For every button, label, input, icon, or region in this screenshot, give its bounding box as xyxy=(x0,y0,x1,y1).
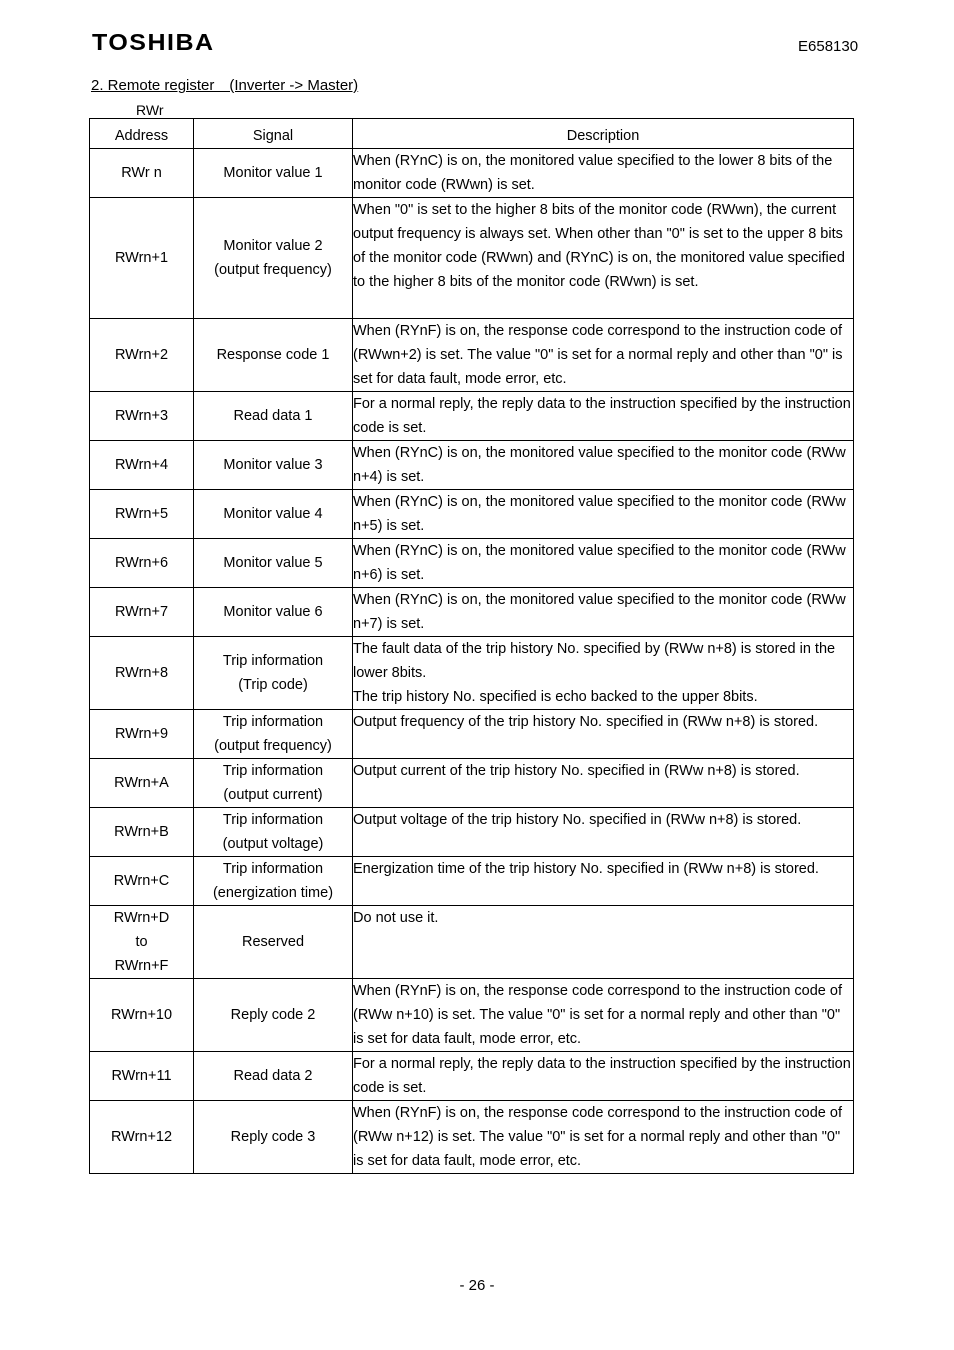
description-cell-text: The fault data of the trip history No. specified by (RWw n+8) is stored in the lower 8bits. xyxy=(353,641,836,681)
description-cell-text: When (RYnF) is on, the response code correspond to the instruction code of (RWwn+2) is set. The value "0" is set for a normal reply and other than "0" is set for data fault, mode error, etc. xyxy=(353,323,843,387)
address-cell xyxy=(90,490,194,539)
description-cell xyxy=(353,710,854,759)
address-cell-text: RWrn+12 xyxy=(110,1129,173,1145)
address-cell xyxy=(90,149,194,198)
address-cell-text: RWrn+1 xyxy=(114,250,169,266)
address-cell-text: RWr n xyxy=(121,165,162,181)
description-cell-text: Output voltage of the trip history No. specified in (RWw n+8) is stored. xyxy=(353,812,802,828)
signal-cell-text: Trip information xyxy=(222,861,324,877)
address-cell-text: RWrn+B xyxy=(114,824,169,840)
address-cell-text: RWrn+7 xyxy=(114,604,169,620)
description-cell xyxy=(353,198,854,319)
signal-cell xyxy=(194,198,353,319)
header-description: Description xyxy=(353,119,854,149)
signal-cell xyxy=(194,319,353,392)
signal-cell xyxy=(194,857,353,906)
address-cell xyxy=(90,319,194,392)
description-cell-text: When (RYnC) is on, the monitored value specified to the monitor code (RWw n+4) is set. xyxy=(353,445,846,485)
document-id: E658130 xyxy=(798,38,859,55)
description-cell xyxy=(353,441,854,490)
signal-cell xyxy=(194,149,353,198)
address-cell-text: RWrn+8 xyxy=(114,665,169,681)
signal-cell-text: Trip information xyxy=(222,714,324,730)
table-header-row xyxy=(90,119,854,149)
address-cell-text: RWrn+5 xyxy=(114,506,169,522)
signal-cell-text: (output frequency) xyxy=(214,262,332,278)
description-cell xyxy=(353,759,854,808)
signal-cell-text: Trip information xyxy=(222,812,324,828)
address-cell-text: RWrn+F xyxy=(114,958,169,974)
signal-cell xyxy=(194,588,353,637)
signal-cell-text: (energization time) xyxy=(212,885,334,901)
header-address: Address xyxy=(90,119,194,149)
signal-cell-text: (output current) xyxy=(223,787,323,803)
address-cell-text: RWrn+A xyxy=(114,775,169,791)
signal-cell xyxy=(194,637,353,710)
table-body xyxy=(90,149,854,1174)
description-cell-text: When (RYnC) is on, the monitored value specified to the monitor code (RWw n+6) is set. xyxy=(353,543,846,583)
signal-cell xyxy=(194,906,353,979)
description-cell xyxy=(353,906,854,979)
signal-cell-text: Reserved xyxy=(241,934,305,950)
signal-cell-text: Trip information xyxy=(222,763,324,779)
description-cell-text: When (RYnF) is on, the response code correspond to the instruction code of (RWw n+12) is set. The value "0" is set for a normal reply and other than "0" is set for data fault, mode error, etc. xyxy=(353,1105,842,1169)
address-cell xyxy=(90,198,194,319)
description-cell xyxy=(353,149,854,198)
address-cell xyxy=(90,906,194,979)
signal-cell xyxy=(194,441,353,490)
address-cell xyxy=(90,637,194,710)
address-cell xyxy=(90,979,194,1052)
description-cell xyxy=(353,1101,854,1174)
table-row xyxy=(90,710,854,759)
description-cell-text: Do not use it. xyxy=(353,910,439,926)
table-row xyxy=(90,198,854,319)
address-cell xyxy=(90,1052,194,1101)
address-cell xyxy=(90,588,194,637)
signal-cell-text: Monitor value 2 xyxy=(223,238,323,254)
description-cell-text: When (RYnC) is on, the monitored value specified to the monitor code (RWw n+5) is set. xyxy=(353,494,846,534)
toshiba-logo: TOSHIBA xyxy=(92,30,215,56)
description-cell-text: For a normal reply, the reply data to the instruction specified by the instruction code is set. xyxy=(353,1056,851,1096)
description-cell xyxy=(353,539,854,588)
description-cell xyxy=(353,319,854,392)
address-cell xyxy=(90,392,194,441)
address-cell xyxy=(90,759,194,808)
table-row xyxy=(90,490,854,539)
address-cell-text: RWrn+6 xyxy=(114,555,169,571)
signal-cell xyxy=(194,539,353,588)
header-signal: Signal xyxy=(194,119,353,149)
address-cell-text: RWrn+10 xyxy=(110,1007,173,1023)
table-row xyxy=(90,857,854,906)
description-cell xyxy=(353,1052,854,1101)
table-label: RWr xyxy=(136,102,164,118)
signal-cell-text: Monitor value 3 xyxy=(223,457,323,473)
address-cell-text: RWrn+4 xyxy=(114,457,169,473)
table-row xyxy=(90,392,854,441)
table-row xyxy=(90,1101,854,1174)
table-row xyxy=(90,149,854,198)
signal-cell-text: Reply code 2 xyxy=(230,1007,316,1023)
description-cell-text: When (RYnF) is on, the response code correspond to the instruction code of (RWw n+10) is set. The value "0" is set for a normal reply and other than "0" is set for data fault, mode error, etc. xyxy=(353,983,842,1047)
address-cell-text: RWrn+2 xyxy=(114,347,169,363)
table-row xyxy=(90,588,854,637)
description-cell-text: Output frequency of the trip history No. specified in (RWw n+8) is stored. xyxy=(353,714,819,730)
address-cell-text: RWrn+3 xyxy=(114,408,169,424)
signal-cell-text: Response code 1 xyxy=(216,347,330,363)
remote-register-table xyxy=(89,118,854,1174)
description-cell xyxy=(353,979,854,1052)
signal-cell-text: Monitor value 4 xyxy=(223,506,323,522)
table-row xyxy=(90,319,854,392)
page-number: - 26 - xyxy=(459,1277,495,1294)
address-cell xyxy=(90,808,194,857)
signal-cell-text: Read data 1 xyxy=(233,408,313,424)
signal-cell xyxy=(194,759,353,808)
signal-cell-text: (Trip code) xyxy=(238,677,308,693)
signal-cell-text: Monitor value 1 xyxy=(223,165,323,181)
description-cell-text: For a normal reply, the reply data to the instruction specified by the instruction code is set. xyxy=(353,396,851,436)
address-cell xyxy=(90,441,194,490)
description-cell xyxy=(353,808,854,857)
signal-cell xyxy=(194,1052,353,1101)
signal-cell-text: (output frequency) xyxy=(214,738,332,754)
description-cell-text: When (RYnC) is on, the monitored value specified to the lower 8 bits of the monitor code (RWwn) is set. xyxy=(353,153,833,193)
signal-cell-text: Monitor value 6 xyxy=(223,604,323,620)
signal-cell-text: Reply code 3 xyxy=(230,1129,316,1145)
signal-cell xyxy=(194,490,353,539)
description-cell-text: When (RYnC) is on, the monitored value specified to the monitor code (RWw n+7) is set. xyxy=(353,592,846,632)
signal-cell xyxy=(194,710,353,759)
signal-cell-text: Trip information xyxy=(222,653,324,669)
address-cell-text: RWrn+C xyxy=(113,873,170,889)
table-row xyxy=(90,759,854,808)
table-row xyxy=(90,906,854,979)
address-cell-text: RWrn+11 xyxy=(111,1068,172,1084)
description-cell-text: Energization time of the trip history No. specified in (RWw n+8) is stored. xyxy=(353,861,819,877)
section-title: 2. Remote register (Inverter -> Master) xyxy=(91,77,359,94)
signal-cell xyxy=(194,808,353,857)
description-cell-text: Output current of the trip history No. specified in (RWw n+8) is stored. xyxy=(353,763,800,779)
table-row xyxy=(90,539,854,588)
description-cell-text: The trip history No. specified is echo backed to the upper 8bits. xyxy=(353,689,758,705)
signal-cell-text: Monitor value 5 xyxy=(223,555,323,571)
table-row xyxy=(90,637,854,710)
table-row xyxy=(90,808,854,857)
description-cell xyxy=(353,392,854,441)
address-cell-text: to xyxy=(135,934,148,950)
description-cell xyxy=(353,588,854,637)
signal-cell-text: (output voltage) xyxy=(222,836,324,852)
address-cell-text: RWrn+D xyxy=(113,910,170,926)
address-cell-text: RWrn+9 xyxy=(114,726,169,742)
address-cell xyxy=(90,857,194,906)
description-cell-text: When "0" is set to the higher 8 bits of the monitor code (RWwn), the current output frequency is always set. When other than "0" is set to the upper 8 bits of the monitor code (RWwn) and (RYnC) is on, the monitored value specified to the higher 8 bits of the monitor code (RWwn) is set. xyxy=(353,202,845,290)
address-cell xyxy=(90,710,194,759)
address-cell xyxy=(90,1101,194,1174)
signal-cell xyxy=(194,979,353,1052)
address-cell xyxy=(90,539,194,588)
description-cell xyxy=(353,637,854,710)
signal-cell xyxy=(194,392,353,441)
description-cell xyxy=(353,490,854,539)
table-row xyxy=(90,1052,854,1101)
table-row xyxy=(90,441,854,490)
signal-cell xyxy=(194,1101,353,1174)
table-row xyxy=(90,979,854,1052)
description-cell xyxy=(353,857,854,906)
signal-cell-text: Read data 2 xyxy=(233,1068,313,1084)
